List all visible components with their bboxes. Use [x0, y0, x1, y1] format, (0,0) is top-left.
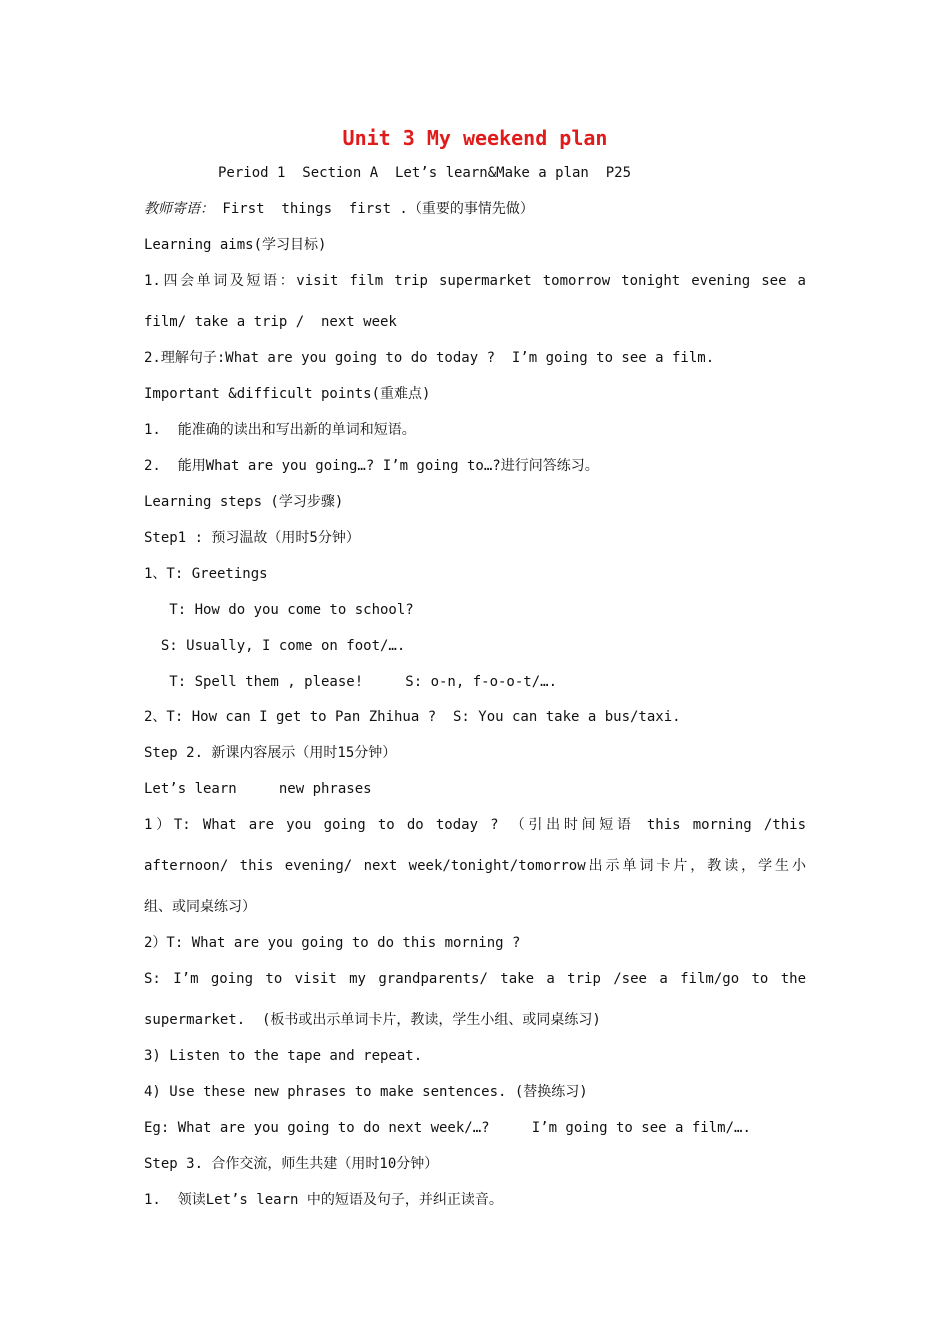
learning-aims-heading: Learning aims(学习目标)	[144, 237, 327, 253]
step-1-item-4: T: Spell them , please! S: o-n, f-o-o-t/….	[144, 674, 558, 690]
aim-1-line-1: 1.四会单词及短语：visit film trip supermarket tomorrow tonight evening see a	[144, 273, 806, 289]
learning-steps-heading: Learning steps (学习步骤)	[144, 494, 344, 510]
key-point-2: 2. 能用What are you going…? I’m going to…?进行问答练习。	[144, 458, 599, 474]
step-2-item-2-line-3: supermarket. (板书或出示单词卡片，教读，学生小组、或同桌练习)	[144, 1012, 601, 1028]
step-2-item-1-line-2: afternoon/ this evening/ next week/tonight/tomorrow出示单词卡片，教读，学生小	[144, 858, 806, 874]
subtitle: Period 1 Section A Let’s learn&Make a plan P25	[218, 165, 632, 181]
example-sentence: Eg: What are you going to do next week/…? I’m going to see a film/….	[144, 1120, 751, 1136]
step-2-item-1-line-1: 1）T: What are you going to do today ? （引出时间短语 this morning /this	[144, 817, 806, 833]
step-1-item-5: 2、T: How can I get to Pan Zhihua ? S: You can take a bus/taxi.	[144, 709, 681, 725]
step-3-heading: Step 3. 合作交流，师生共建（用时10分钟）	[144, 1156, 439, 1172]
lets-learn-line: Let’s learn new phrases	[144, 781, 372, 797]
step-1-heading: Step1 : 预习温故（用时5分钟）	[144, 530, 360, 546]
key-points-heading: Important &difficult points(重难点)	[144, 386, 431, 402]
page-title: Unit 3 My weekend plan	[342, 126, 608, 150]
step-2-item-2-line-2: S: I’m going to visit my grandparents/ take a trip /see a film/go to the	[144, 971, 806, 987]
motto-label: 教师寄语：	[144, 201, 214, 217]
step-2-item-2-line-1: 2）T: What are you going to do this morning ?	[144, 935, 521, 951]
aim-2: 2.理解句子:What are you going to do today ? I’m going to see a film.	[144, 350, 715, 366]
teacher-motto	[144, 199, 534, 219]
aim-1-line-2: film/ take a trip / next week	[144, 314, 397, 330]
step-1-item-1: 1、T: Greetings	[144, 566, 268, 582]
step-2-item-1-line-3: 组、或同桌练习）	[144, 899, 256, 915]
step-3-item-1: 1. 领读Let’s learn 中的短语及句子，并纠正读音。	[144, 1192, 503, 1208]
step-1-item-2: T: How do you come to school?	[144, 602, 414, 618]
step-1-item-3: S: Usually, I come on foot/….	[144, 638, 406, 654]
step-2-heading: Step 2. 新课内容展示（用时15分钟）	[144, 745, 397, 761]
step-2-item-4: 4) Use these new phrases to make sentences. (替换练习)	[144, 1084, 588, 1100]
key-point-1: 1. 能准确的读出和写出新的单词和短语。	[144, 422, 416, 438]
step-2-item-3: 3) Listen to the tape and repeat.	[144, 1048, 423, 1064]
motto-text: First things first .（重要的事情先做）	[214, 201, 534, 217]
